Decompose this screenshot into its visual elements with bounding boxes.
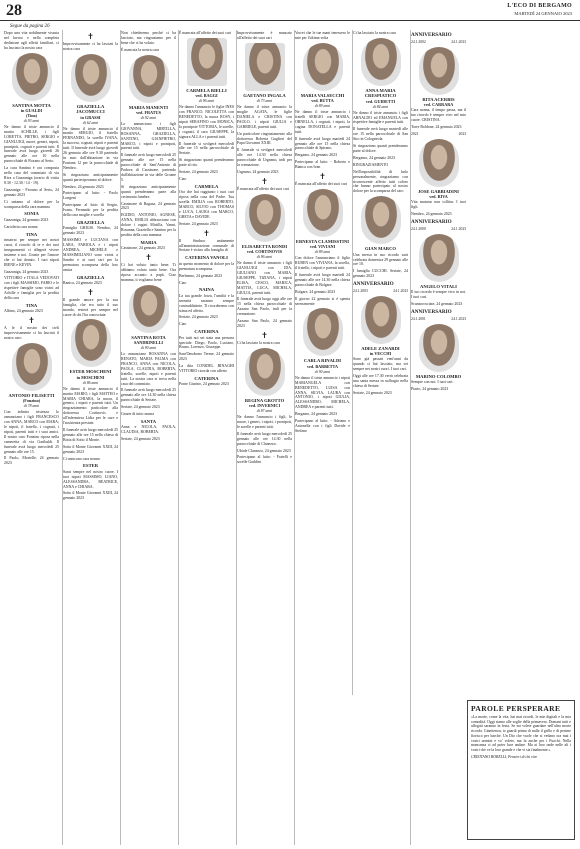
deceased-name: ESTER xyxy=(82,463,99,469)
continued-note: Segue da pagina 26 xyxy=(10,24,50,29)
column-5 xyxy=(236,30,292,845)
deceased-subname: SANDRINELLI xyxy=(133,340,164,346)
date-start: 24.1.2000 xyxy=(411,226,426,231)
deceased-name-block xyxy=(411,189,466,199)
deceased-subname: in VECCHI xyxy=(369,351,392,357)
anniversary-dates xyxy=(411,40,466,45)
deceased-name-block xyxy=(63,220,118,225)
obituary-text: Improvvisamente è mancato all'affetto dei suoi cari xyxy=(237,31,292,40)
cross-icon: ✝ xyxy=(87,287,94,297)
deceased-name-block xyxy=(4,232,59,237)
obituary-text: Il grande amore per la sua famiglia, che era tutto il suo mondo, resterà per sempre nel cuore di chi l'ha conosciuta. xyxy=(63,297,118,317)
deceased-name: CATERINA xyxy=(194,376,219,381)
portrait-photo xyxy=(361,196,401,244)
obituary-text: in questo momento di dolore per la prematura scomparsa. xyxy=(179,261,234,271)
obituary-text: Cassinone di Ragusa, 24 gennaio 2023 xyxy=(121,201,176,211)
deceased-subname: ved. CARRARA xyxy=(423,102,454,108)
obituary-text: Sempre con noi. I tuoi cari. xyxy=(411,380,454,385)
obituary-text: A le il nostro dei cieli improvvisamente ci ha lasciati il nostro caro xyxy=(4,326,59,341)
deceased-name: ANNA MARIA CRESPIATICO xyxy=(364,87,397,99)
parole-text: «La morte, come la vita, hai mai ricordi, le mie digitali e la mia comodità. Oggi siamo alle soglie della primavera. Domani tutti e affogati saranno in festa. Se mi volete guardare nell'altra morte ricorda. Ginettenoa; io guardi prima di nulla il grillo e di perirne fiorisco per barche. Un Dio che vuole che si vedano ora mai i vostri uomini e vo' volete, ma fa anche per i Fuochi. Nella mancanza ci ad poter luce andare. Ma ai loro onde nelle ali i vostri che ve la loro grande e che vi sia finalmente.» xyxy=(471,715,571,752)
deceased-name: CARLA RINALDI xyxy=(303,358,342,364)
deceased-age: di 84 anni xyxy=(372,104,389,109)
portrait-photo xyxy=(12,343,52,391)
obituary-text: Sono già passati vent'anni da quando ci hai lasciato, ma sei sempre nei nostri cuori. I tuoi cari. xyxy=(353,357,408,372)
deceased-age: di 73 anni xyxy=(256,99,273,104)
obituary-text: Scanzorosciate, 24 gennaio 2023 xyxy=(411,301,463,306)
deceased-age: di 90 anni xyxy=(314,369,331,374)
date-start: 24.1.2001 xyxy=(411,316,426,321)
obituary-text: Seriate, 24 gennaio 2023 xyxy=(179,170,218,175)
column-1 xyxy=(4,30,59,845)
obituary-text: Nembro, 24 gennaio 2023 xyxy=(63,184,104,189)
deceased-name: CATERINA VANOLI xyxy=(185,255,228,261)
deceased-age: di 87 anni xyxy=(256,409,273,414)
obituary-text: Anna e NICOLA, PAOLA, CLAUDIA, ROBERTA. xyxy=(121,425,176,435)
deceased-name: ELISABETTA RONDI xyxy=(241,243,288,249)
obituary-text: Il giorno 22 gennaio si è spenta serenamente xyxy=(295,296,350,306)
obituary-text: Ranica, 24 gennaio 2023 xyxy=(63,280,102,285)
column-8 xyxy=(410,30,466,845)
obituary-text: Ci ha lasciato la nostra cara xyxy=(353,31,396,35)
obituary-text: Il funerale avrà luogo martedì alle ore 15 nella parrocchiale di San Siro in Cologneola. xyxy=(353,127,408,142)
deceased-name: CATERINA xyxy=(194,329,219,335)
obituary-text: Ne danno il triste annuncio il marito SERGIO, il fratello FERNANDO, la sorella IVANA, la suocera, cognati, nipoti e parenti tutti. Il funerale avrà luogo giovedì 26 gennaio alle ore 9.30 partendo in auto dall'abitazione in via Fontana 12 per la parrocchiale di Nembro. xyxy=(63,126,118,170)
deceased-name-block xyxy=(4,211,59,216)
deceased-subname: ved. INVERNICI xyxy=(248,403,281,409)
date-start: 2021 xyxy=(411,131,419,136)
deceased-name-block xyxy=(4,393,59,409)
obituary-text: Il funerale si svolgerà mercoledì alle ore 15 nella parrocchiale di Seriate. xyxy=(179,141,234,156)
portrait-photo xyxy=(303,308,343,356)
obituary-text: Ora che hai raggiunto i tuoi cari riposa nella casa del Padre. Tua sorella EMILIA con ROBERTO, MARCO, SILVIO con THOMAS e LUCA, LAURA con MARCO, GRETA e DAVIDE. xyxy=(179,190,234,219)
deceased-age: di 92 anni xyxy=(140,116,157,121)
deceased-name-block xyxy=(295,358,350,374)
obituary-text: Il funerale avrà luogo mercoledì 25 gennaio alle ore 14.30 nella parrocchiale di Clanezzo. xyxy=(237,431,292,446)
obituary-text: MASSIMO e LUCIANA con LARA, FABIOLA e i nipoti ANDREA, MICHELE e MASSIMILIANO sono vicini a Sandro e ai suoi cari per la prematura scomparsa della loro amica xyxy=(63,238,118,272)
obituary-text: Lo annunciano ROSANNA con RENATO, MARIA PALMA con FRANCO, ANNA con NICOLA, PAOLA, CLAUDIA, ROBERTA, fratello, sorelle, nipoti e parenti tutti. La nostra cara si trova nella casa del commiato. xyxy=(121,352,176,386)
parole-credit: CRISTIANO BORELLI, Pensieri di chi vive xyxy=(471,754,538,759)
obituary-text: Torre Boldone, 24 gennaio 2023 xyxy=(411,124,462,129)
deceased-name: SANTA xyxy=(140,419,157,424)
cross-icon: ✝ xyxy=(87,32,94,41)
deceased-name: CARMELA xyxy=(194,183,219,189)
portrait-photo xyxy=(361,38,401,86)
deceased-name-block xyxy=(411,284,466,289)
deceased-name: ANGELO VITALI xyxy=(420,283,457,289)
date-start: 24.1.2003 xyxy=(353,289,368,294)
obituary-text: Vorrei che le tue mani tenessero le mie per l'ultima volta xyxy=(295,31,350,40)
cross-icon: ✝ xyxy=(261,176,268,186)
portrait-photo xyxy=(129,285,169,333)
date-end: 24.1.2023 xyxy=(451,316,466,321)
obituary-text: Lo annunciano i figli GIOVANNA, MIRTILLA, ROSANNA, GRAZIELLA, SANTINO, GIANPIETRO, MARCO, i nipoti e pronipoti, parenti tutti. xyxy=(121,121,176,151)
portrait-photo xyxy=(245,194,285,242)
portrait-photo xyxy=(187,38,227,86)
obituary-text: La tua grande forza, l'umiltà e la serenità saranno sempre contraddistinte. Ti ricorderemo con stima ed affetto. xyxy=(179,293,234,313)
column-6 xyxy=(294,30,350,845)
obituary-text: I famiglia CUCCHI. Seriate, 24 gennaio 2023 xyxy=(353,269,408,279)
obituary-text: Partecipano al lutto: - Adriano e Antonella con i figli Davide e Stefano xyxy=(295,419,350,433)
deceased-name-block xyxy=(63,275,118,280)
obituary-text: Ne danno il triste annuncio il marito ACHILLE, i figli LORETTA, PIETRO, SERGIO e GIANLUIGI, nuore, generi, nipoti, pronipoti, cognati e parenti tutti. Il funerale avrà luogo giovedì 26 gennaio alle ore 10 nella parrocchiale di Fiorano al Serio. xyxy=(4,124,59,164)
deceased-age: di 93 anni xyxy=(23,119,40,124)
portrait-photo xyxy=(419,47,459,95)
obituary-text: Dopo una vita nobilmente vissuta nel lavoro e nella completa dedizione agli affetti familiari, ci ha lasciato la nostra cara xyxy=(4,31,59,50)
deceased-name-block xyxy=(353,88,408,110)
portrait-photo xyxy=(245,348,285,396)
obituary-text: Una messa in suo ricordo sarà celebrata domenica 29 gennaio alle ore 10. xyxy=(353,252,408,267)
anniversary-header: ANNIVERSARIO xyxy=(411,32,452,38)
obituary-text: Sant'Omobono Terme, 24 gennaio 2023 xyxy=(179,352,234,362)
deceased-name: MARIA xyxy=(140,239,157,245)
deceased-name: GIAN MARCO xyxy=(364,246,396,252)
obituary-text: Si ringraziano quanti prenderanno parte al rito. xyxy=(179,158,234,168)
anniversary-dates xyxy=(353,289,408,294)
deceased-name: SONIA xyxy=(24,211,39,217)
obituary-text: È mancata all'affetto dei suoi cari xyxy=(295,182,347,187)
deceased-age: di 89 anni xyxy=(314,104,331,109)
obituary-text: Il funerale si svolgerà mercoledì alle ore 14.30 nella chiesa parrocchiale di Urgnano, indi per la cremazione. xyxy=(237,148,292,168)
obituary-text: Il funerale avrà luogo martedì 24 gennaio alle ore 15 nella chiesa parrocchiale di Spirano. xyxy=(295,136,350,151)
obituary-text: Ci ha lasciato la nostra cara xyxy=(237,340,280,345)
obituary-text: Urgnano, 24 gennaio 2023 xyxy=(237,170,279,174)
deceased-name-block xyxy=(179,88,234,104)
deceased-age: di 89 anni xyxy=(314,250,331,255)
obituary-text: Ne danno l'annuncio i figli, le nuore, i generi, i nipoti, i pronipoti, le sorelle e parenti tutti. xyxy=(237,415,292,429)
obituary-text: Nell'impossibilità di farlo personalmente, ringraziamo con riconoscente affetto tutti coloro che hanno partecipato al nostro dolore per la scomparsa del caro xyxy=(353,169,408,194)
obituary-text: Ciao xyxy=(179,177,187,181)
deceased-subname: ved. BAGGI xyxy=(195,93,218,99)
obituary-text: Seriate, 24 gennaio 2023 xyxy=(353,390,392,395)
deceased-name-block xyxy=(179,329,234,334)
deceased-name: RITA ACERBIS xyxy=(422,96,455,102)
obituary-text: Ci uniamo al dolore per la scomparsa della cara mamma xyxy=(4,199,59,209)
deceased-name-block xyxy=(353,246,408,251)
deceased-subname: ved. FRATUS xyxy=(136,110,161,116)
obituary-text: Per tutti noi sei stata una persona speciale. Diego, Paolo, Luciano, Bruno, Lorenzo, Giuseppe. xyxy=(179,335,234,350)
obituary-text: Ci uniscono cara nonna xyxy=(63,456,100,461)
deceased-age: di 62 anni xyxy=(82,120,99,125)
deceased-name: ADELE ZANARDI xyxy=(361,345,400,351)
obituary-text: Cara nonna, il tempo passa, ma il tuo ricordo è sempre vivo nel mio cuore. CRISTINA. xyxy=(411,108,466,123)
deceased-name-block xyxy=(121,335,176,351)
obituary-text: Partecipano al lutto: - Roberto e Bianca con Ivan xyxy=(295,160,350,170)
deceased-name-block xyxy=(237,244,292,260)
cross-icon: ✝ xyxy=(261,330,268,340)
deceased-name: NAINA xyxy=(198,287,215,293)
deceased-name-block xyxy=(4,303,59,308)
deceased-subname: in GRASSI xyxy=(80,114,101,120)
date-end: 24.1.2023 xyxy=(451,226,466,231)
deceased-subname: ved. GUIDETTI xyxy=(365,98,396,104)
obituary-text: Piario, 24 gennaio 2023 xyxy=(411,386,449,391)
deceased-name: CARMELA BIELLI xyxy=(186,87,227,93)
obituary-text: Con infinita tristezza lo annunciano i figli FRANCESCO con ANNA, MARCO con MARA; le nipoti, il fratello, i cognati, i nipoti, parenti tutti e i suoi amici. Il nostro caro Fonzino riposa nella cameretta di via Garibaldi. Il funerale avrà luogo mercoledì 25 gennaio alle ore 15. xyxy=(4,410,59,454)
obituary-text: Albino, 24 gennaio 2023 xyxy=(4,309,43,314)
obituary-text: È mancata all'affetto dei suoi cari xyxy=(237,186,289,191)
obituary-text: Ne danno il triste annuncio i fratelli SERGIO con MARIA, ORNELLA, i cognati, i nipoti, la cugina DONATELLA e parenti tutti. xyxy=(295,110,350,134)
page-header xyxy=(0,0,580,21)
column-7 xyxy=(352,30,408,695)
deceased-name: ESTER MOSCHENI xyxy=(69,369,112,375)
anniversary-dates xyxy=(411,317,466,322)
issue-date: MARTEDÌ 24 GENNAIO 2023 xyxy=(514,11,572,16)
portrait-photo xyxy=(245,43,285,91)
obituary-text: Il tuo ricordo è sempre vivo in noi. I tuoi cari. xyxy=(411,290,466,299)
deceased-name: MARIA MANENTI xyxy=(128,104,169,110)
newspaper-brand: L'ECO DI BERGAMO xyxy=(507,3,572,9)
anniversary-header: ANNIVERSARIO xyxy=(411,218,452,225)
deceased-name-block xyxy=(63,104,118,126)
deceased-age: di 96 anni xyxy=(198,99,215,104)
anniversary-dates xyxy=(411,132,466,137)
obituary-text: Si ringraziano anticipatamente quanti parteciperanno al dolore. xyxy=(63,172,118,182)
deceased-name: TINA xyxy=(25,231,38,237)
date-end: 24.1.2023 xyxy=(451,39,466,44)
obituary-text: La dita CONIDEL BINAGHI VITTORIO ricorda con affetto xyxy=(179,364,234,374)
column-4 xyxy=(178,30,234,845)
anniversary-dates xyxy=(411,227,466,232)
obituary-text: Bolgare, 24 gennaio 2023 xyxy=(295,289,336,294)
deceased-age: di 78 anni xyxy=(23,404,40,409)
obituary-text: Sarai sempre nel nostro cuore. I tuoi nipoti MASSIMO, LIANO, ALESSANDRA, BEATRICE, ANNA e CHIARA. xyxy=(63,469,118,489)
deceased-name-block xyxy=(179,376,234,381)
deceased-age: di 90 anni xyxy=(140,346,157,351)
obituary-text: Ne danno l'annuncio le figlie INES con FRANCO, NICOLETTA con BENEDETTO, la nuora ROSY, i nipoti SERAFINO con MONICA, la pronipote VITTORIA, le sorelle, i cognati, il caro GIUSEPPE, la signora ALLA e i parenti tutti. xyxy=(179,105,234,139)
obituary-text: Seriate, 24 gennaio 2023 xyxy=(121,405,160,410)
obituary-text: Ponte Giurino, 24 gennaio 2023 xyxy=(179,382,229,387)
date-end: 2023 xyxy=(458,131,466,136)
deceased-name-block xyxy=(411,97,466,107)
portrait-photo xyxy=(419,234,459,282)
deceased-age: di 86 anni xyxy=(82,380,99,385)
portrait-photo xyxy=(419,139,459,187)
obituary-text: Bergamo, 24 gennaio 2023 xyxy=(295,412,338,417)
obituary-text: È mancata all'affetto dei suoi cari xyxy=(179,31,231,35)
obituary-text: Improvvisamente ci ha lasciati la nostra cara xyxy=(63,42,118,51)
portrait-photo xyxy=(12,53,52,101)
deceased-name: MARINO COLOMBO xyxy=(415,373,462,379)
portrait-photo xyxy=(71,319,111,367)
obituary-text: È mancata la nostra cara xyxy=(121,47,160,52)
portrait-photo xyxy=(361,296,401,344)
cross-icon: ✝ xyxy=(319,172,326,182)
obituary-text: Sotto il Monte Giovanni XXIII, 24 gennaio 2023 xyxy=(63,444,118,454)
deceased-name-block xyxy=(179,255,234,260)
obituary-text: VITTORIO e ITALA VEDOVATI con i figli MASSIMO, FABIO e le rispettive famiglie sono vicini ad Achille e famiglia per la perdita della cara xyxy=(4,276,59,301)
deceased-name: MARIA VALSECCHI xyxy=(300,92,345,98)
obituary-text: Il Sindaco unitamente all'amministrazione comunale di Seriate è vicino alla famiglia di xyxy=(179,238,234,253)
obituary-text: Il funerale avrà luogo mercoledì 25 gennaio alle ore 14.30 nella chiesa parrocchiale di Seriate. xyxy=(121,388,176,403)
obituary-text: Non chiederemo perché ci ha lasciato, ma ringraziamo per il bene che ci ha voluto. xyxy=(121,31,176,45)
deceased-subname: in GUALDI xyxy=(20,108,43,114)
obituary-text: Un particolare ringraziamento alla dottoressa Roberta Guglieri del Papa Giovanni XXIII. xyxy=(237,131,292,146)
obituary-text: Si ringraziano quanti prenderanno parte al dolore. xyxy=(353,144,408,153)
cross-icon: ✝ xyxy=(145,253,152,263)
deceased-name-block xyxy=(4,103,59,124)
obituary-text: Il funerale avrà luogo mercoledì 25 gennaio alle ore 15 nella parrocchiale di Sant'Antonio di Padova di Cassinone, partendo dall'abitazione in via delle Groane 5. xyxy=(121,153,176,182)
deceased-name-block xyxy=(179,184,234,189)
portrait-photo xyxy=(129,55,169,103)
deceased-name-block xyxy=(63,463,118,468)
deceased-subname: (Fonzino) xyxy=(22,398,41,404)
obituary-text: Il funerale avrà luogo mercoledì 25 gennaio alle ore 15 nella chiesa di Botta di Sotto il Monte. xyxy=(63,428,118,442)
parole-title: PAROLE PERSPERARE xyxy=(471,704,561,713)
deceased-name: ANTONIO FILISETTI xyxy=(8,392,55,398)
obituary-text: Il Paolo, Mortelle, 24 gennaio 2023 xyxy=(4,456,59,466)
deceased-name: GAETANO INGALA xyxy=(243,92,286,98)
deceased-name-block xyxy=(121,105,176,121)
portrait-photo xyxy=(303,189,343,237)
obituary-text: Bergamo, 24 gennaio 2023 xyxy=(353,155,396,160)
portrait-photo xyxy=(419,324,459,372)
deceased-name-block xyxy=(353,346,408,356)
deceased-subname: ved. BARBETTA xyxy=(306,363,339,369)
deceased-name: GRAZIELLA xyxy=(76,219,105,225)
deceased-name: SANTINA ROTA xyxy=(131,334,166,340)
anniversary-header: ANNIVERSARIO xyxy=(353,281,394,288)
deceased-name: SANTINA MOTTA xyxy=(12,102,51,108)
deceased-name: REGINA GROTTO xyxy=(244,397,285,403)
obituary-text: Ne danno il triste annuncio il marito MARIO, i figli MATTEO e MARIA CHIARA, la nuora, il genero, i nipoti e parenti tutti. Un ringraziamento particolare alla dottoressa Cortinovis e all'infermiera Lidia per le cure e l'assistenza prestate. xyxy=(63,386,118,426)
deceased-name-block xyxy=(179,287,234,292)
obituary-text: Partecipano al lutto: - Paolo Longeni xyxy=(63,191,118,201)
obituary-text: Con dolore l'annunciano il figlio RUBEN con VIVIANA, la sorella, il fratello, i nipoti e parenti tutti. xyxy=(295,256,350,271)
obituary-text: Cartoleria cara nonna xyxy=(4,224,38,229)
obituary-text: Gazzaniga, 24 gennaio 2023 xyxy=(4,269,49,274)
deceased-age: di 96 anni xyxy=(256,255,273,260)
obituary-text: Gazzaniga, 24 gennaio 2023 xyxy=(4,217,49,222)
obituary-text: Ci hai voluto tanto bene. Ti abbiamo voluto tanto bene. Ora riposa accanto a papà. Ciao mamma, ti vogliamo bene xyxy=(121,263,176,282)
obituary-text: Sotto il Monte Giovanni XXIII, 24 gennaio 2023 xyxy=(63,491,118,501)
obituary-text: Famiglia GRIGIS. Nembro, 24 gennaio 2023 xyxy=(63,226,118,236)
obituary-text: RINGRAZIAMENTO xyxy=(353,162,389,167)
deceased-name-block xyxy=(237,93,292,104)
column-2 xyxy=(62,30,118,845)
date-start: 24.1.2002 xyxy=(411,39,426,44)
obituary-text: Ne danno il triste annuncio i figli GIANLUIGI con IDA, GIULIANO con MARIA, GIUSEPPE, TIZIANA, i nipoti ELISA, CESCO, MARICA, MATTIA, LUCA, MICHELA, GIULIA, parenti tutti. xyxy=(237,261,292,295)
obituary-text: Nembro, 24 gennaio 2023 xyxy=(411,211,452,216)
obituary-text: Seriate, 24 gennaio 2023 xyxy=(179,221,218,226)
obituary-text: Ne danno il triste annuncio i figli ARNALDO ed EMANUELA con rispettive famiglie e parenti tutti. xyxy=(353,110,408,125)
obituary-text: Ne danno il triste annuncio la moglie AGATA, le figlie DANIELA e CRISTINA con PAOLO, i nipoti GIULIA e GABRIELE, parenti tutti. xyxy=(237,105,292,129)
obituary-text: rimarrai per sempre nei nostri cuori, il ricordo di te e dei tuoi insegnamenti ci allegerà vivere insieme a noi. Grazie per l'amore che ci hai donato. I tuoi nipoti IRENE e KEVIN. xyxy=(4,238,59,267)
obituary-text: Il funerale avrà luogo oggi alle ore 15 nella chiesa parrocchiale di Azzano San Paolo, indi per la cremazione. xyxy=(237,297,292,317)
obituary-text: Partecipano al lutto di Sergio, Ivana, Fernando per la perdita della cara moglie e sorella xyxy=(63,203,118,218)
obituary-text: Berbenno, 24 gennaio 2023 xyxy=(179,273,223,278)
deceased-name: JOSE GABBIADINI xyxy=(418,188,459,194)
page-number: 28 xyxy=(6,2,22,19)
deceased-name-block xyxy=(121,240,176,245)
obituary-text: Cassinone, 24 gennaio 2023 xyxy=(121,246,165,251)
obituary-text: Partecipano al lutto: - Fratelli e sorelle Gaddini xyxy=(237,455,292,465)
obituary-text: Grazie di tutto nonna xyxy=(121,412,154,417)
deceased-name-block xyxy=(411,374,466,379)
parole-box xyxy=(467,700,575,840)
obituary-text: La cara Santina è ora composta nella casa del commiato di via Riva a Gazzaniga (orario di visita 8.30 - 12.30 / 14 - 19). xyxy=(4,166,59,185)
cross-icon: ✝ xyxy=(203,228,210,238)
deceased-name: ERNESTA CLAMISSTINI xyxy=(295,239,350,244)
deceased-subname: in MOSCHENI xyxy=(76,374,105,380)
obituary-text: Ciao xyxy=(179,322,187,327)
obituary-text: Bergamo, 24 gennaio 2023 xyxy=(295,153,338,158)
cross-icon: ✝ xyxy=(28,316,35,326)
date-end: 24.1.2023 xyxy=(393,289,408,294)
obituary-text: Ciao xyxy=(179,280,187,285)
deceased-name-block xyxy=(63,369,118,385)
deceased-name-block xyxy=(295,239,350,255)
obituary-text: Seriate, 24 gennaio 2023 xyxy=(179,315,218,320)
deceased-subname: ved. CORTINOVIS xyxy=(246,249,283,255)
deceased-subname: ved. RIVA xyxy=(429,194,448,200)
portrait-photo xyxy=(71,54,111,102)
deceased-subname: ved. BUTTA xyxy=(311,98,334,104)
portrait-photo xyxy=(303,43,343,91)
obituary-text: Gazzaniga - Fiorano al Serio, 24 gennaio 2023 xyxy=(4,187,59,197)
obituary-text: Si ringraziano anticipatamente quanti prenderanno parte alla cerimonia funebre. xyxy=(121,184,176,199)
deceased-name-block xyxy=(295,93,350,109)
obituary-text: Vita mutatur non tollitur. I tuoi figli. xyxy=(411,200,466,210)
deceased-name: TINA xyxy=(25,302,38,308)
deceased-subname: (Tina) xyxy=(25,113,38,119)
obituary-text: Ne danno il triste annuncio i nipoti MARIANGELA con BENEDETTO, LUISA con ANNA, SILVIA, LAURA con ANTONIO, i nipoti GIULIA, ALESSANDRO, MICHELA, ANDREA e parenti tutti. xyxy=(295,375,350,410)
deceased-name: GRAZIELLA xyxy=(76,274,105,280)
obituary-text: Seriate, 24 gennaio 2023 xyxy=(121,437,160,442)
deceased-name-block xyxy=(237,398,292,414)
deceased-subname: ved. VIVIANI xyxy=(309,244,336,250)
obituary-text: Oggi alle ore 17.30 verrà celebrata una santa messa in suffragio nella chiesa di Seriate. xyxy=(353,374,408,388)
obituary-text: EGIDIO, ANTONIO, AGNESE, ANNA, EMILIA abbracciano con dolore i cugini Mirtilla, Vanni, Rosanna, Graziella e Santino per la perdita della cara mamma xyxy=(121,213,176,237)
column-3 xyxy=(120,30,176,845)
obituary-text: Ubiale Clanezzo, 24 gennaio 2023 xyxy=(237,448,291,453)
anniversary-header: ANNIVERSARIO xyxy=(411,308,452,315)
obituary-text: Il funerale avrà luogo martedì 24 gennaio alle ore 14.30 nella chiesa parrocchiale di Bolgare. xyxy=(295,273,350,287)
deceased-name-block xyxy=(121,419,176,424)
obituary-text: Azzano San Paolo, 24 gennaio 2023 xyxy=(237,319,292,328)
deceased-name: GRAZIELLA JACOMUCCI xyxy=(76,103,105,115)
